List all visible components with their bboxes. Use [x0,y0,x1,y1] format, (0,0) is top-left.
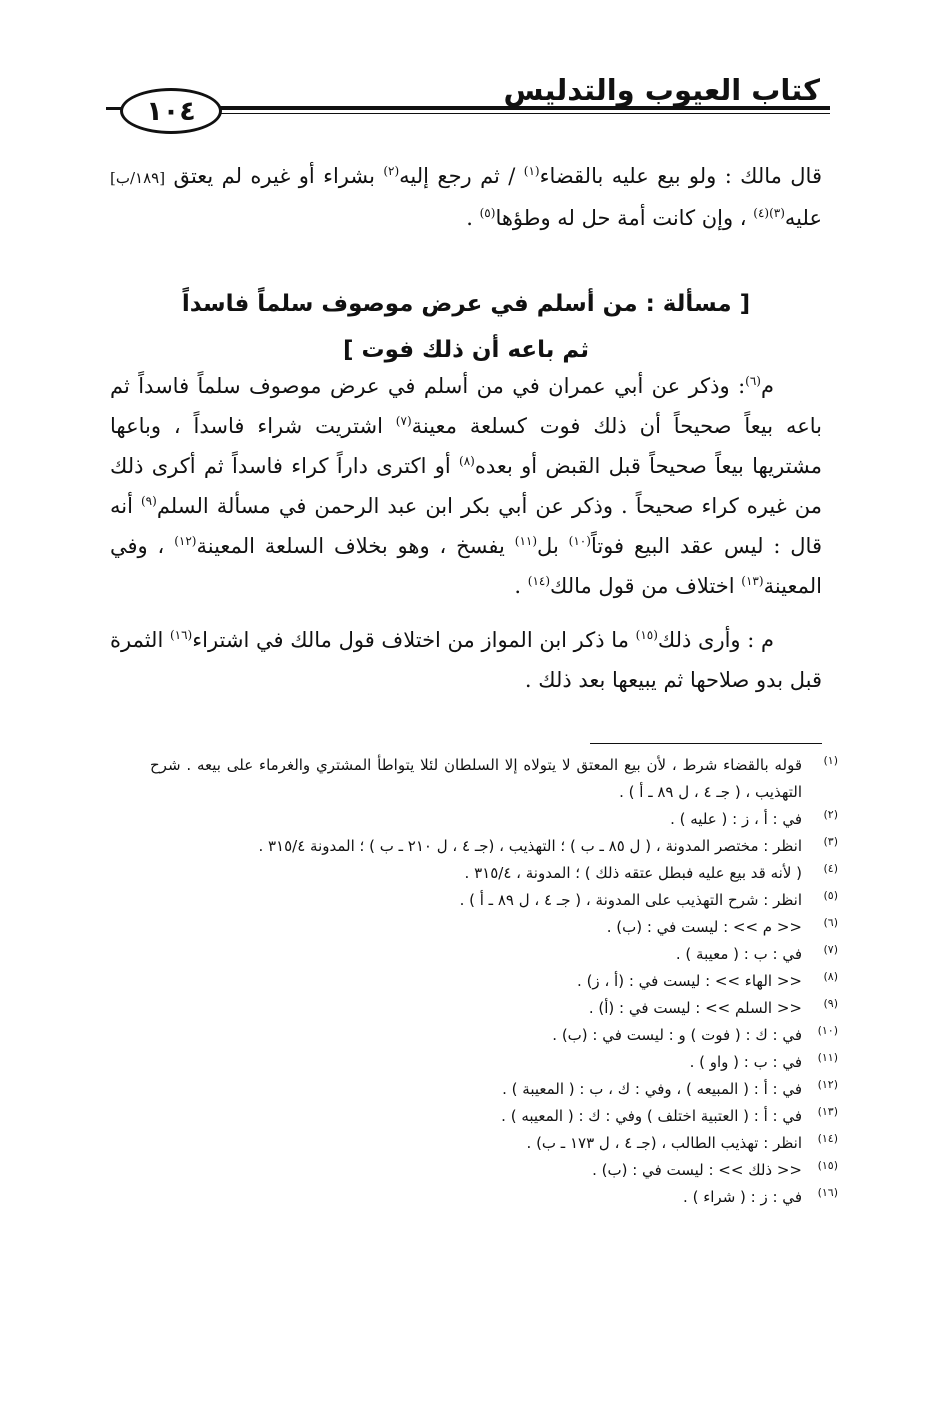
footnote-number: (١٠) [817,1024,838,1037]
text-segment: اشتريت شراء فاسداً ، وباعها مشتريها بيعاً صحيحاً قبل القبض أو بعده [110,414,822,478]
text-segment: أنه قال : ليس عقد البيع فوتاً [110,494,822,558]
manuscript-folio-marker: [١٨٩/ب] [110,169,166,187]
footnote-number: (١٤) [817,1132,838,1145]
footnote-number: (٩) [823,997,838,1010]
footnote-marker: (١٠) [568,534,591,548]
footnote [150,887,838,914]
footnote-text: << م >> : ليست في : (ب) . [606,918,802,936]
paragraph-abu-imran [110,366,822,606]
section-heading-line2: ثم باعه أن ذلك فوت ] [342,337,590,363]
page-number-badge [120,88,222,134]
footnote [150,1184,838,1211]
footnote [150,1103,838,1130]
footnote-marker: (٧) [395,414,412,428]
footnote-number: (٢) [823,808,838,821]
footnote-number: (٦) [823,916,838,929]
footnote-text: << الهاء >> : ليست في : (أ ، ز) . [577,972,802,990]
text-segment: اختلاف من قول مالك [550,574,742,598]
footnote-text: في : أ : ( العتبية اختلف ) وفي : ك : ( المعيبه ) . [501,1107,802,1125]
footnote-marker: (٤) [753,206,770,220]
text-segment: ، وإن كانت أمة حل له وطؤها [495,206,754,230]
footnote [150,1157,838,1184]
footnote-number: (١٦) [817,1186,838,1199]
running-header [100,66,830,136]
page-number: ١٠٤ [146,95,196,127]
footnote [150,833,838,860]
footnote-text: انظر : شرح التهذيب على المدونة ، ( جـ ٤ ، ل ٨٩ ـ أ ) . [459,891,802,909]
paragraph-malik-sale [110,156,822,238]
footnote-text: انظر : تهذيب الطالب ، (جـ ٤ ، ل ١٧٣ ـ ب) . [526,1134,802,1152]
footnote-text: << ذلك >> : ليست في : (ب) . [592,1161,802,1179]
footnote [150,860,838,887]
text-segment: . [514,574,528,598]
footnote-text: في : ب : ( معيبة ) . [675,945,802,963]
text-segment: عليه [784,206,822,230]
footnote [150,914,838,941]
footnote-number: (١٥) [817,1159,838,1172]
text-segment: الثمرة قبل بدو صلاحها ثم يبيعها بعد ذلك . [109,628,822,692]
text-segment: / ثم رجع إليه [399,164,524,188]
footnote-marker: (١٢) [174,534,197,548]
footnote [150,1049,838,1076]
footnote-marker: (١٤) [527,574,551,588]
footnote-text: قوله بالقضاء شرط ، لأن بيع المعتق لا يتولاه إلا السلطان لئلا يتواطأ المشتري والغرماء على بيعه . شرح التهذيب ، ( جـ ٤ ، ل ٨٩ ـ أ ) . [150,756,802,801]
footnote-marker: (٣) [769,206,785,220]
footnote-marker: (١) [523,164,540,178]
header-rule-thin [195,113,830,114]
footnote-text: << السلم >> : ليست في : (أ) . [588,999,802,1017]
footnote-text: في : ك : ( فوت ) و : ليست في : (ب) . [552,1026,802,1044]
footnotes-list [150,752,838,1211]
text-segment: قال مالك : ولو بيع عليه بالقضاء [539,164,822,188]
footnote-number: (٣) [823,835,838,848]
footnote-number: (١١) [817,1051,838,1064]
footnote-marker: (١١) [514,534,538,548]
footnote-text: في : أ : ( المبيعه ) ، وفي : ك ، ب : ( المعيبة ) . [502,1080,802,1098]
text-segment: ، وفي المعينة [110,534,822,598]
footnote-number: (١٢) [817,1078,838,1091]
footnote [150,1130,838,1157]
section-heading-line1: [ مسألة : من أسلم في عرض موصوف سلماً فاسداً [181,291,751,317]
footnote-text: في : ز : ( شراء ) . [683,1188,802,1206]
footnote-number: (١) [823,754,838,767]
footnote [150,1022,838,1049]
footnote [150,1076,838,1103]
text-segment: أو اكترى داراً كراء فاسداً ثم أكرى ذلك من غيره كراء صحيحاً . وذكر عن أبي بكر ابن عبد الرحمن في مسألة السلم [110,454,822,518]
footnote-marker: (٨) [459,454,475,468]
footnote-marker: (٢) [383,164,400,178]
footnote [150,995,838,1022]
footnote-number: (٨) [823,970,838,983]
footnote-number: (٥) [823,889,838,902]
text-segment: بشراء أو غيره لم يعتق [173,164,384,188]
text-segment: . [466,206,480,230]
footnote-marker: (١٣) [741,574,764,588]
footnote-marker: (١٦) [169,628,193,642]
paragraph-ibn-mawaz [110,620,822,700]
footnote-text: ( لأنه قد بيع عليه فبطل عتقه ذلك ) ؛ المدونة ، ٣١٥/٤ . [464,864,802,882]
footnote [150,806,838,833]
text-segment: بل [537,534,569,558]
footnote-marker: (٩) [140,494,157,508]
book-title: كتاب العيوب والتدليس [503,73,820,107]
footnote-marker: (١٥) [635,628,658,642]
footnote-number: (٧) [823,943,838,956]
text-segment: م [760,374,774,398]
text-segment: م : وأرى ذلك [657,628,774,652]
footnote-text: في : ب : ( واو ) . [689,1053,802,1071]
footnote-text: انظر : مختصر المدونة ، ( ل ٨٥ ـ ب ) ؛ التهذيب ، (جـ ٤ ، ل ٢١٠ ـ ب ) ؛ المدونة ٣١٥/٤ . [258,837,802,855]
footnote-text: في : أ ، ز : ( عليه ) . [670,810,802,828]
footnote-number: (٤) [823,862,838,875]
footnote-separator [590,743,822,744]
footnote [150,941,838,968]
footnote-marker: (٦) [745,374,761,388]
footnote-number: (١٣) [817,1105,838,1118]
text-segment: : وذكر عن أبي عمران في من أسلم في عرض موصوف سلماً فاسداً ثم باعه بيعاً صحيحاً أن ذلك فوت كسلعة معينة [110,374,822,438]
text-segment: يفسخ ، وهو بخلاف السلعة المعينة [196,534,515,558]
text-segment: ما ذكر ابن المواز من اختلاف قول مالك في اشتراء [192,628,636,652]
footnote-marker: (٥) [479,206,496,220]
footnote [150,968,838,995]
footnote [150,752,838,806]
